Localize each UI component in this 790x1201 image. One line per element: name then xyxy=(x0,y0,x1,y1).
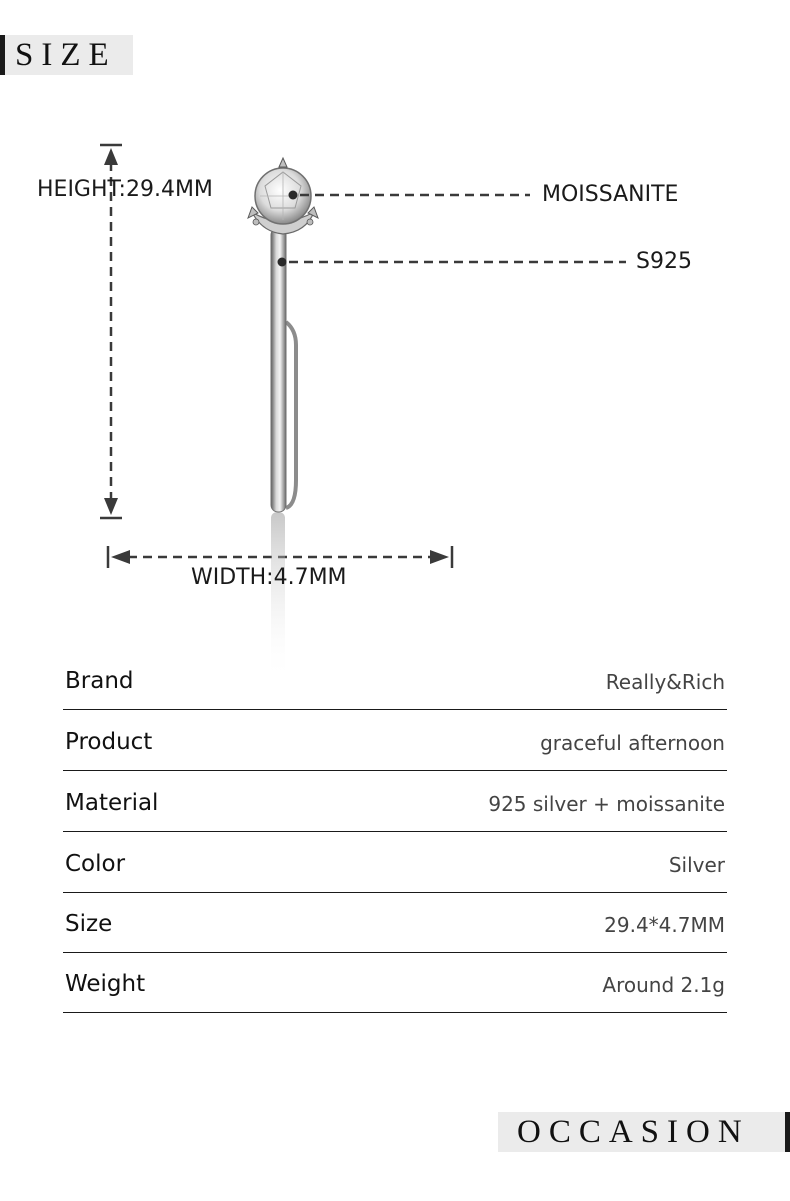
width-label: WIDTH:4.7MM xyxy=(191,565,347,590)
spec-row-size xyxy=(63,891,727,953)
earring-illustration xyxy=(248,158,318,512)
height-label: HEIGHT:29.4MM xyxy=(37,177,213,202)
s925-label: S925 xyxy=(636,249,692,274)
spec-row-color xyxy=(63,831,727,893)
spec-value: Really&Rich xyxy=(605,670,725,694)
spec-label: Material xyxy=(65,790,159,816)
s925-callout-line xyxy=(278,258,627,267)
header-accent-bar xyxy=(785,1112,790,1152)
section-title: SIZE xyxy=(15,36,117,73)
section-header-occasion xyxy=(498,1112,790,1152)
spec-label: Brand xyxy=(65,668,134,694)
spec-label: Weight xyxy=(65,971,146,997)
spec-value: graceful afternoon xyxy=(540,731,725,755)
spec-label: Color xyxy=(65,851,126,877)
spec-row-brand xyxy=(63,648,727,710)
spec-value: 29.4*4.7MM xyxy=(604,913,725,937)
spec-value: Around 2.1g xyxy=(602,973,725,997)
moissanite-label: MOISSANITE xyxy=(542,182,679,207)
spec-row-weight xyxy=(63,951,727,1013)
next-section-title: OCCASION xyxy=(517,1113,750,1150)
spec-row-product xyxy=(63,709,727,771)
spec-value: 925 silver + moissanite xyxy=(488,792,725,816)
spec-row-material xyxy=(63,770,727,832)
spec-value: Silver xyxy=(668,853,725,877)
spec-label: Product xyxy=(65,729,153,755)
moissanite-callout-line xyxy=(289,191,531,200)
spec-label: Size xyxy=(65,911,113,937)
